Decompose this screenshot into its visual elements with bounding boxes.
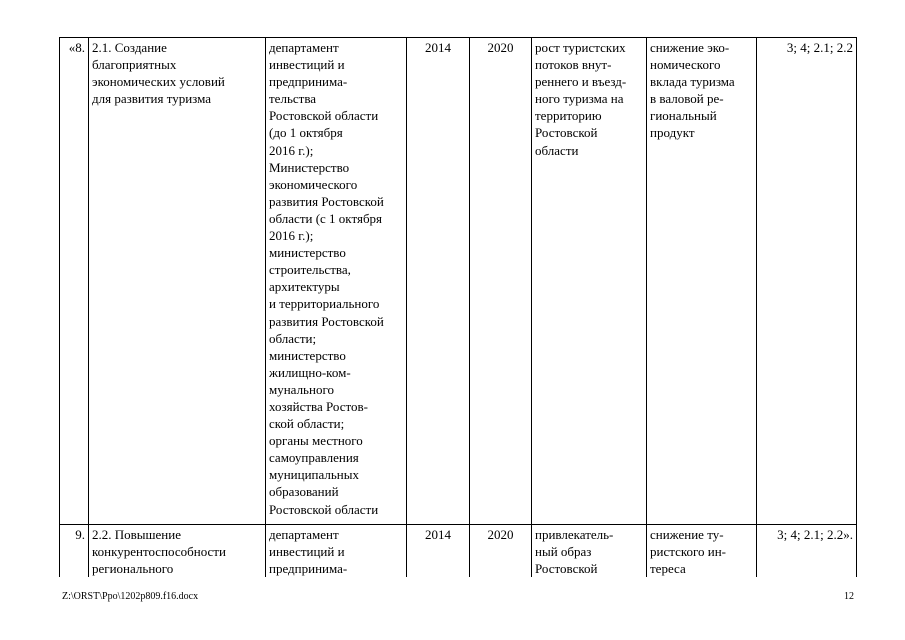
cell-line: строительства, — [269, 262, 351, 278]
table-row — [60, 525, 857, 578]
table-row — [60, 38, 857, 525]
cell-line: (до 1 октября — [269, 125, 343, 141]
cell-line: развития Ростовской — [269, 313, 384, 329]
cell-line: благоприятных — [92, 57, 177, 73]
cell-line: области (с 1 октября — [269, 210, 383, 226]
cell-line: экономических условий — [92, 74, 225, 90]
executor-cell — [266, 525, 407, 578]
footer-page-number: 12 — [844, 591, 854, 602]
consequence-cell — [647, 38, 757, 525]
indicator-link-cell: 3; 4; 2.1; 2.2». — [757, 525, 857, 578]
start-year-cell: 2014 — [407, 38, 470, 525]
cell-line: Ростовской — [535, 561, 598, 577]
footer-file-path: Z:\ORST\Ppo\1202p809.f16.docx — [62, 591, 199, 602]
cell-line: ный образ — [535, 544, 592, 560]
cell-line: министерство — [269, 347, 346, 363]
cell-line: снижение эко- — [650, 40, 730, 55]
cell-line: образований — [269, 484, 339, 500]
cell-line: территорию — [535, 108, 602, 124]
cell-line: ристского ин- — [650, 544, 726, 560]
cell-line: продукт — [650, 125, 695, 141]
cell-line: потоков внут- — [535, 57, 612, 73]
cell-line: Министерство — [269, 159, 350, 175]
document-table — [59, 37, 857, 577]
cell-line: органы местного — [269, 433, 363, 449]
cell-line: ного туризма на — [535, 91, 624, 107]
cell-line: для развития туризма — [92, 91, 212, 107]
expected-result-cell — [532, 38, 647, 525]
cell-line: тельства — [269, 91, 317, 107]
cell-line: в валовой ре- — [650, 91, 724, 107]
cell-line: муниципальных — [269, 467, 360, 483]
cell-line: Ростовской области — [269, 108, 379, 124]
cell-line: жилищно-ком- — [269, 364, 351, 380]
cell-line: 2.2. Повышение — [92, 527, 181, 542]
cell-line: области; — [269, 330, 317, 346]
cell-line: 2.1. Создание — [92, 40, 167, 55]
cell-line: самоуправления — [269, 450, 359, 466]
executor-cell — [266, 38, 407, 525]
cell-line: развития Ростовской — [269, 193, 384, 209]
row-number-cell: «8. — [60, 38, 89, 525]
cell-line: 2016 г.); — [269, 228, 314, 244]
cell-line: вклада туризма — [650, 74, 735, 90]
table-body — [60, 38, 857, 578]
expected-result-cell — [532, 525, 647, 578]
cell-line: и территориального — [269, 296, 380, 312]
cell-line: номического — [650, 57, 721, 73]
cell-line: инвестиций и — [269, 57, 345, 73]
measure-name-cell — [89, 525, 266, 578]
cell-line: рост туристских — [535, 40, 626, 55]
cell-line: хозяйства Ростов- — [269, 398, 368, 414]
cell-line: ской области; — [269, 416, 345, 432]
cell-line: тереса — [650, 561, 686, 577]
start-year-cell: 2014 — [407, 525, 470, 578]
cell-line: департамент — [269, 527, 339, 542]
cell-line: инвестиций и — [269, 544, 345, 560]
cell-line: конкурентоспособности — [92, 544, 226, 560]
cell-line: области — [535, 142, 579, 158]
cell-line: предпринима- — [269, 561, 348, 577]
cell-line: архитектуры — [269, 279, 340, 295]
cell-line: гиональный — [650, 108, 717, 124]
cell-line: регионального — [92, 561, 174, 577]
consequence-cell — [647, 525, 757, 578]
cell-line: 2016 г.); — [269, 142, 314, 158]
cell-line: департамент — [269, 40, 339, 55]
row-number-cell: 9. — [60, 525, 89, 578]
cell-line: Ростовской — [535, 125, 598, 141]
cell-line: предпринима- — [269, 74, 348, 90]
measure-name-cell — [89, 38, 266, 525]
cell-line: министерство — [269, 245, 346, 261]
cell-line: привлекатель- — [535, 527, 614, 542]
cell-line: экономического — [269, 176, 358, 192]
end-year-cell: 2020 — [470, 38, 532, 525]
cell-line: реннего и въезд- — [535, 74, 627, 90]
cell-line: мунального — [269, 381, 334, 397]
end-year-cell: 2020 — [470, 525, 532, 578]
cell-line: снижение ту- — [650, 527, 724, 542]
indicator-link-cell: 3; 4; 2.1; 2.2 — [757, 38, 857, 525]
cell-line: Ростовской области — [269, 501, 379, 517]
